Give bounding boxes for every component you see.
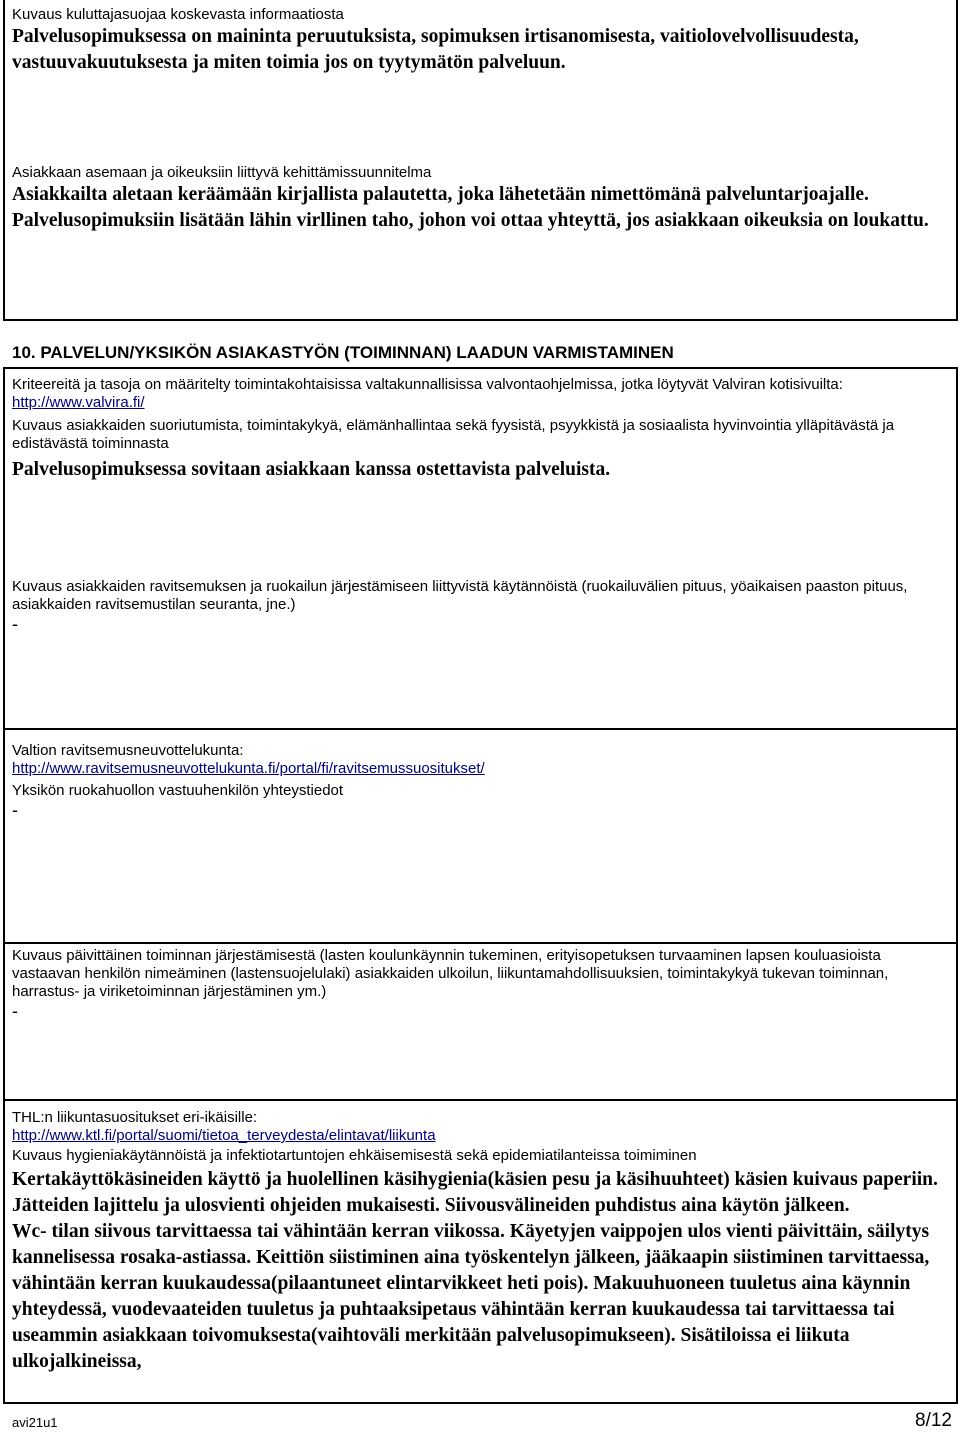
valvira-intro: [12, 376, 947, 412]
food-contact-label: Yksikön ruokahuollon vastuuhenkilön yhteystiedot: [12, 782, 344, 799]
hygiene-label: Kuvaus hygieniakäytännöistä ja infektiotartuntojen ehkäisemisestä sekä epidemiatilanteissa toimiminen: [12, 1147, 697, 1164]
wellbeing-label: Kuvaus asiakkaiden suoriutumista, toimintakykyä, elämänhallintaa sekä fyysistä, psyykkistä ja sosiaalista hyvinvointia ylläpitävästä ja edistävästä toiminnasta: [12, 417, 895, 452]
hygiene-box: [3, 1099, 958, 1404]
wellbeing-text: Palvelusopimuksessa sovitaan asiakkaan kanssa ostettavista palveluista.: [12, 459, 611, 480]
nutrition-board-box: [3, 728, 958, 944]
rights-plan-text: Asiakkailta aletaan keräämään kirjallista palautetta, joka lähetetään nimettömänä palveluntarjoajalle. Palvelusopimuksiin lisätään lähin virllinen taho, johon voi ottaa yhteyttä, jos asiakkaan oikeuksia on loukattu.: [12, 184, 929, 231]
nutrition-value: -: [12, 614, 18, 634]
valvira-link[interactable]: http://www.valvira.fi/: [12, 394, 145, 411]
consumer-info-label: Kuvaus kuluttajasuojaa koskevasta informaatiosta: [12, 6, 344, 23]
nutrition-board-link[interactable]: http://www.ravitsemusneuvottelukunta.fi/portal/fi/ravitsemussuositukset/: [12, 760, 485, 777]
nutrition-label: Kuvaus asiakkaiden ravitsemuksen ja ruokailun järjestämiseen liittyvistä käytännöistä (ruokailuvälien pituus, yöaikaisen paaston pituus, asiakkaiden ravitsemustilan seuranta, jne.): [12, 578, 908, 613]
hygiene-paragraph-1: Kertakäyttökäsineiden käyttö ja huolellinen käsihygienia(käsien pesu ja käsihuuhteet) käsien kuivaus paperiin. Jätteiden lajittelu ja ulosvienti ohjeiden mukaisesti. Siivousvälineiden puhdistus aina käytön jälkeen.: [12, 1169, 938, 1216]
section-heading: 10. PALVELUN/YKSIKÖN ASIAKASTYÖN (TOIMINNAN) LAADUN VARMISTAMINEN: [12, 343, 674, 362]
food-contact-value: -: [12, 800, 18, 820]
thl-label: THL:n liikuntasuositukset eri-ikäisille:: [12, 1109, 258, 1126]
footer-doc-id: avi21u1: [12, 1415, 58, 1430]
daily-activities-box: [3, 942, 958, 1101]
consumer-info-text: Palvelusopimuksessa on maininta peruutuksista, sopimuksen irtisanomisesta, vaitiolovelvollisuudesta, vastuuvakuutuksesta ja miten toimia jos on tyytymätön palveluun.: [12, 26, 859, 73]
consumer-info-box: [3, 0, 958, 321]
daily-activities-label: Kuvaus päivittäinen toiminnan järjestämisestä (lasten koulunkäynnin tukeminen, erityisopetuksen turvaaminen lapsen kouluasioista vastaavan henkilön nimeäminen (lastensuojelulaki) asiakkaiden ulkoilun, liikuntamahdollisuuksien, toimintakykyä tukevan toiminnan, harrastus- ja viriketoiminnan järjestäminen ym.): [12, 947, 889, 1000]
hygiene-paragraph-2: Wc- tilan siivous tarvittaessa tai vähintään kerran viikossa. Käyetyjen vaippojen ulos vienti päivittäin, säilytys kannelisessa rosaka-astiassa. Keittiön siistiminen aina työskentelyn jälkeen, jääkaapin siistiminen tarvittaessa, vähintään kerran kuukaudessa(pilaantuneet elintarvikkeet heti pois). Makuuhuoneen tuuletus aina käynnin yhteydessä, vuodevaateiden tuuletus ja puhtaaksipetaus vähintään kerran kuukaudessa tai tarvittaessa tai useammin asiakkaan toivomuksesta(vaihtoväli merkitään palvelusopimukseen). Sisätiloissa ei liikuta ulkojalkineissa,: [12, 1221, 930, 1372]
valvira-intro-text: Kriteereitä ja tasoja on määritelty toimintakohtaisissa valtakunnallisissa valvontaohjelmissa, jotka löytyvät Valviran kotisivuilta:: [12, 376, 843, 393]
thl-link[interactable]: http://www.ktl.fi/portal/suomi/tietoa_terveydesta/elintavat/liikunta: [12, 1127, 436, 1144]
rights-plan-label: Asiakkaan asemaan ja oikeuksiin liittyvä kehittämissuunnitelma: [12, 164, 432, 181]
footer-page-number: 8/12: [915, 1410, 952, 1431]
nutrition-board-label: Valtion ravitsemusneuvottelukunta:: [12, 742, 244, 759]
quality-box: [3, 367, 958, 730]
daily-activities-value: -: [12, 1001, 18, 1021]
